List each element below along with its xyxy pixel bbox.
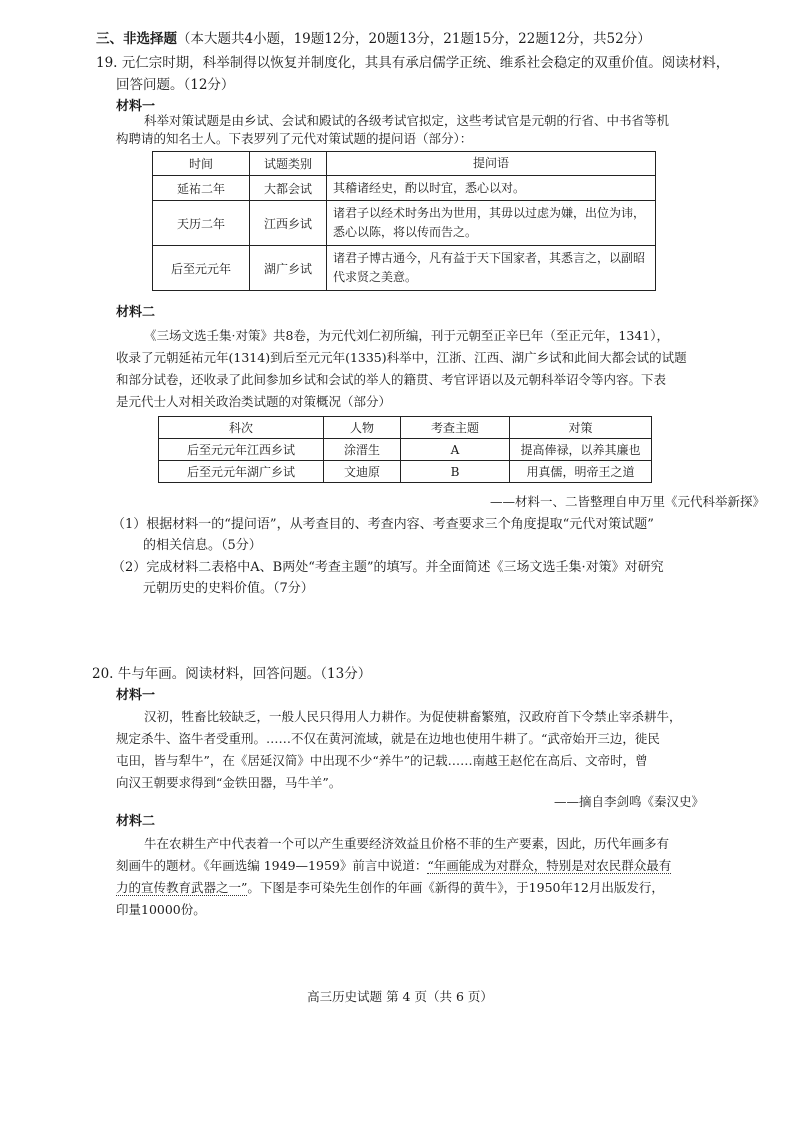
table-cell: 大都会试 bbox=[250, 176, 327, 201]
table-header-row bbox=[153, 152, 656, 176]
q20-material2-emphasized-quote: “年画能成为对群众，特别是对农民群众最有 bbox=[427, 858, 672, 873]
table-cell: B bbox=[401, 461, 510, 483]
q19-stem-line2: 回答问题。（12分） bbox=[116, 77, 235, 93]
q20-material1-line4: 向汉王朝要求得到“金铁田器，马牛羊”。 bbox=[116, 775, 342, 790]
q20-material1-line1: 汉初，牲畜比较缺乏，一般人民只得用人力耕作。为促使耕畜繁殖，汉政府首下令禁止宰杀耕牛， bbox=[144, 709, 682, 724]
page-footer: 高三历史试题 第 4 页（共 6 页） bbox=[307, 989, 493, 1004]
table-row bbox=[153, 201, 656, 246]
table-cell: 后至元元年 bbox=[153, 246, 250, 291]
table-cell: 天历二年 bbox=[153, 201, 250, 246]
table-cell: 后至元元年江西乡试 bbox=[159, 439, 324, 461]
q20-material2-emphasized-quote-end: 力的宣传教育武器之一” bbox=[116, 880, 248, 895]
table-cell: 文迪原 bbox=[324, 461, 401, 483]
section-title: 三、非选择题 bbox=[96, 31, 177, 47]
table-cell: 提高俸禄，以养其廉也 bbox=[510, 439, 652, 461]
table-header: 考查主题 bbox=[401, 417, 510, 439]
q20-material2-line3 bbox=[116, 879, 664, 897]
q19-table1 bbox=[152, 151, 656, 291]
section-note: （本大题共4小题，19题12分，20题13分，21题15分，22题12分，共52分） bbox=[177, 31, 651, 47]
q19-subquestion2-line2: 元朝历史的史料价值。（7分） bbox=[143, 581, 314, 596]
q19-material1-para-line2: 构聘请的知名士人。下表罗列了元代对策试题的提问语（部分）： bbox=[116, 131, 473, 146]
q20-material1-source: ——摘自李剑鸣《秦汉史》 bbox=[554, 794, 705, 809]
table-cell: 江西乡试 bbox=[250, 201, 327, 246]
table-header: 对策 bbox=[510, 417, 652, 439]
q20-material1-label: 材料一 bbox=[116, 688, 156, 703]
q19-material1-para-line1: 科举对策试题是由乡试、会试和殿试的各级考试官拟定，这些考试官是元朝的行省、中书省等机 bbox=[144, 113, 670, 128]
q19-table2 bbox=[158, 416, 652, 483]
section-heading bbox=[96, 30, 651, 48]
q19-material2-line2: 收录了元朝延祐元年(1314)到后至元元年(1335)科举中，江浙、江西、湖广乡试和此间大都会试的试题 bbox=[116, 350, 687, 365]
q19-subquestion1-line2: 的相关信息。（5分） bbox=[143, 538, 262, 553]
q20-material1-line2: 规定杀牛、盗牛者受重刑。……不仅在黄河流域，就是在边地也使用牛耕了。“武帝始开三边，徙民 bbox=[116, 731, 660, 746]
table-cell: 诸君子博古通今，凡有益于天下国家者，其悉言之，以副昭代求贤之美意。 bbox=[327, 246, 656, 291]
q19-material2-label: 材料二 bbox=[116, 305, 156, 320]
q20-material2-line2 bbox=[116, 857, 671, 875]
table-row bbox=[153, 176, 656, 201]
table-row bbox=[159, 439, 652, 461]
table-cell: 湖广乡试 bbox=[250, 246, 327, 291]
q19-material1-label: 材料一 bbox=[116, 99, 156, 114]
q19-material2-line4: 是元代士人对相关政治类试题的对策概况（部分） bbox=[116, 394, 392, 409]
table-cell: 诸君子以经术时务出为世用，其毋以过虑为嫌，出位为讳，悉心以陈，将以传而告之。 bbox=[327, 201, 656, 246]
table-header: 时间 bbox=[153, 152, 250, 176]
q20-material2-line2-part1: 刻画牛的题材。《年画选编 1949—1959》前言中说道： bbox=[116, 858, 428, 873]
q20-material1-line3: 屯田，皆与犁牛”，在《居延汉简》中出现不少“养牛”的记载……南越王赵佗在高后、文帝时，曾 bbox=[116, 753, 648, 768]
q20-material2-line1: 牛在农耕生产中代表着一个可以产生重要经济效益且价格不菲的生产要素，因此，历代年画多有 bbox=[144, 836, 670, 851]
table-row bbox=[153, 246, 656, 291]
q20-material2-label: 材料二 bbox=[116, 814, 156, 829]
table-row bbox=[159, 461, 652, 483]
q20-title: 20. 牛与年画。阅读材料，回答问题。（13分） bbox=[92, 666, 372, 682]
q19-subquestion2-line1: （2）完成材料二表格中A、B两处“考查主题”的填写。并全面简述《三场文选壬集·对策》对研究 bbox=[112, 560, 664, 575]
table-cell: 用真儒，明帝王之道 bbox=[510, 461, 652, 483]
table-header: 提问语 bbox=[327, 152, 656, 176]
table-cell: 后至元元年湖广乡试 bbox=[159, 461, 324, 483]
q19-subquestion1-line1: （1）根据材料一的“提问语”，从考查目的、考查内容、考查要求三个角度提取“元代对策试题” bbox=[112, 517, 654, 532]
q19-stem-line1: 19. 元仁宗时期，科举制得以恢复并制度化，其具有承启儒学正统、维系社会稳定的双重价值。阅读材料， bbox=[96, 55, 730, 71]
table-header: 试题类别 bbox=[250, 152, 327, 176]
q19-material2-line3: 和部分试卷，还收录了此间参加乡试和会试的举人的籍贯、考官评语以及元朝科举诏令等内容。下表 bbox=[116, 372, 667, 387]
table-header: 人物 bbox=[324, 417, 401, 439]
table-header: 科次 bbox=[159, 417, 324, 439]
table-cell: 其稽诸经史，酌以时宜，悉心以对。 bbox=[327, 176, 656, 201]
q19-material2-line1: 《三场文选壬集·对策》共8卷，为元代刘仁初所编，刊于元朝至正辛巳年（至正元年，1341）， bbox=[144, 328, 669, 343]
table-cell: 延祐二年 bbox=[153, 176, 250, 201]
table-cell: A bbox=[401, 439, 510, 461]
table-header-row bbox=[159, 417, 652, 439]
q19-source-citation: ——材料一、二皆整理自申万里《元代科举新探》 bbox=[490, 494, 766, 509]
q20-material2-line3-part2: 。下图是李可染先生创作的年画《新得的黄牛》，于1950年12月出版发行， bbox=[247, 880, 664, 895]
q20-material2-line4: 印量10000份。 bbox=[116, 902, 206, 917]
table-cell: 涂溍生 bbox=[324, 439, 401, 461]
